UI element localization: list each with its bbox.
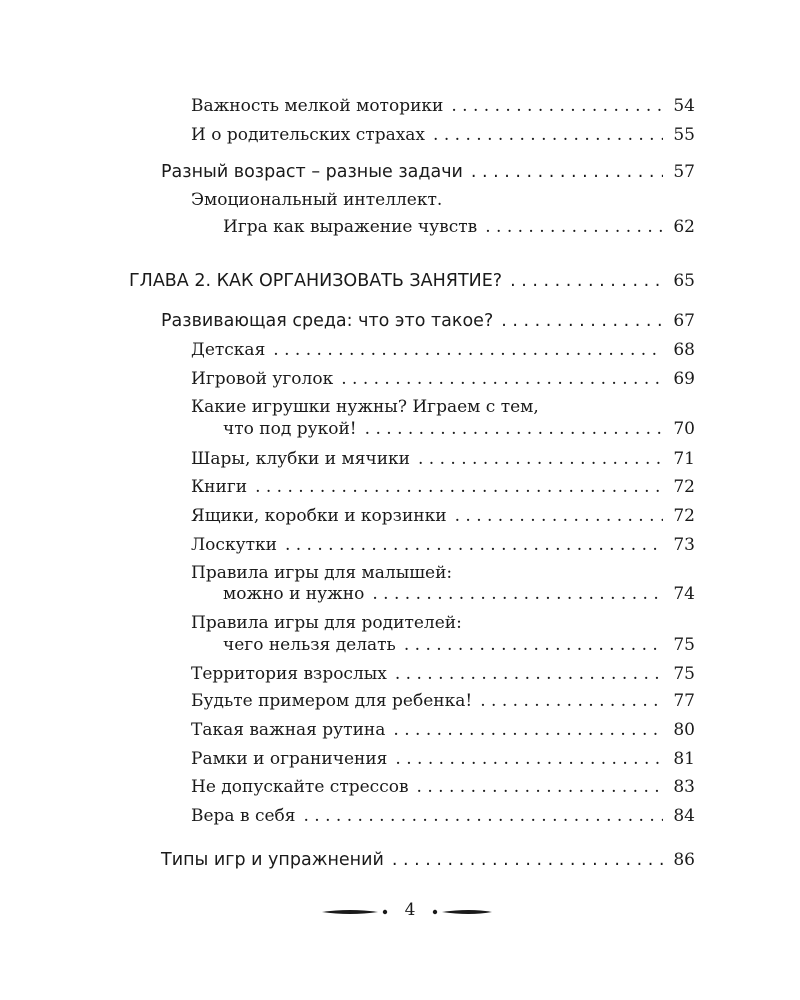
toc-entry[interactable]: [223, 217, 695, 237]
toc-entry-page: 83: [673, 777, 695, 797]
toc-entry-page: 75: [673, 664, 695, 684]
toc-entry-page: 75: [673, 635, 695, 655]
page-number: 4: [404, 900, 416, 920]
toc-entry-page: 70: [673, 419, 695, 439]
toc-entry[interactable]: [191, 449, 695, 469]
dot-leader: [510, 271, 663, 291]
toc-entry-page: 80: [673, 720, 695, 740]
toc-section-entry[interactable]: [161, 162, 695, 182]
dot-leader: [480, 691, 663, 711]
dot-leader: [455, 506, 663, 526]
toc-chapter-entry[interactable]: [129, 271, 695, 291]
toc-entry-page: 77: [673, 691, 695, 711]
toc-entry-title-line1: Какие игрушки нужны? Играем с тем,: [191, 397, 539, 417]
toc-entry-title: Будьте примером для ребенка!: [191, 691, 473, 711]
toc-entry-title: чего нельзя делать: [223, 635, 396, 655]
toc-entry-title: Разный возраст – разные задачи: [161, 162, 463, 182]
toc-entry[interactable]: [191, 806, 695, 826]
toc-entry[interactable]: [191, 749, 695, 769]
dot-leader: [255, 477, 663, 497]
toc-entry-title: что под рукой!: [223, 419, 357, 439]
dot-leader: [418, 449, 663, 469]
dot-leader: [395, 749, 663, 769]
dot-leader: [501, 311, 663, 331]
dot-leader: [273, 340, 663, 360]
toc-entry-title: Типы игр и упражнений: [161, 850, 384, 870]
dot-leader: [393, 720, 663, 740]
toc-entry-title: ГЛАВА 2. КАК ОРГАНИЗОВАТЬ ЗАНЯТИЕ?: [129, 271, 503, 291]
toc-entry-title: Рамки и ограничения: [191, 749, 388, 769]
dot-leader: [417, 777, 663, 797]
toc-entry[interactable]: [223, 635, 695, 655]
dot-leader: [365, 419, 663, 439]
dot-leader: [395, 664, 663, 684]
toc-entry-title: Ящики, коробки и корзинки: [191, 506, 447, 526]
dot-leader: [485, 217, 663, 237]
toc-entry-title: Территория взрослых: [191, 664, 387, 684]
toc-entry-title: Лоскутки: [191, 535, 277, 555]
toc-entry-page: 62: [673, 217, 695, 237]
toc-entry-page: 72: [673, 477, 695, 497]
dot-leader: [372, 584, 663, 604]
toc-entry[interactable]: [191, 369, 695, 389]
dot-leader: [404, 635, 663, 655]
toc-entry-title: Не допускайте стрессов: [191, 777, 409, 797]
toc-entry-title: Книги: [191, 477, 248, 497]
toc-entry[interactable]: [191, 506, 695, 526]
toc-entry-page: 57: [673, 162, 695, 182]
toc-section-entry[interactable]: [161, 311, 695, 331]
toc-entry-page: 69: [673, 369, 695, 389]
toc-entry[interactable]: [191, 340, 695, 360]
toc-entry-page: 55: [673, 125, 695, 145]
toc-entry-title: Вера в себя: [191, 806, 296, 826]
toc-entry-title: Важность мелкой моторики: [191, 96, 444, 116]
dot-leader: [392, 850, 663, 870]
toc-entry[interactable]: [191, 535, 695, 555]
toc-entry[interactable]: [223, 419, 695, 439]
toc-entry[interactable]: [191, 664, 695, 684]
dot-leader: [471, 162, 663, 182]
toc-entry-page: 84: [673, 806, 695, 826]
toc-entry-title: Шары, клубки и мячики: [191, 449, 410, 469]
toc-entry-title-line1: Эмоциональный интеллект.: [191, 190, 443, 210]
toc-entry-title: Развивающая среда: что это такое?: [161, 311, 494, 331]
toc-entry-page: 72: [673, 506, 695, 526]
dot-leader: [304, 806, 664, 826]
toc-entry[interactable]: [191, 720, 695, 740]
toc-entry-title: И о родительских страхах: [191, 125, 426, 145]
toc-entry-title: Игровой уголок: [191, 369, 334, 389]
toc-entry-page: 71: [673, 449, 695, 469]
toc-entry-title-line1: Правила игры для родителей:: [191, 613, 462, 633]
toc-entry[interactable]: [191, 691, 695, 711]
toc-entry-page: 86: [673, 850, 695, 870]
toc-entry-title: Игра как выражение чувств: [223, 217, 478, 237]
toc-entry-title: Детская: [191, 340, 266, 360]
toc-entry-page: 68: [673, 340, 695, 360]
toc-entry[interactable]: [223, 584, 695, 604]
toc-entry-page: 73: [673, 535, 695, 555]
toc-entry-page: 54: [673, 96, 695, 116]
toc-section-entry[interactable]: [161, 850, 695, 870]
toc-entry[interactable]: [191, 125, 695, 145]
dot-leader: [341, 369, 663, 389]
page-footer: [0, 898, 800, 926]
toc-entry[interactable]: [191, 96, 695, 116]
toc-entry[interactable]: [191, 477, 695, 497]
toc-entry-page: 65: [673, 271, 695, 291]
dot-leader: [433, 125, 663, 145]
toc-entry-title-line1: Правила игры для малышей:: [191, 563, 453, 583]
toc-entry[interactable]: [191, 777, 695, 797]
dot-leader: [451, 96, 663, 116]
toc-entry-title: можно и нужно: [223, 584, 365, 604]
toc-entry-title: Такая важная рутина: [191, 720, 386, 740]
toc-entry-page: 67: [673, 311, 695, 331]
dot-leader: [285, 535, 663, 555]
toc-entry-page: 74: [673, 584, 695, 604]
toc-entry-page: 81: [673, 749, 695, 769]
